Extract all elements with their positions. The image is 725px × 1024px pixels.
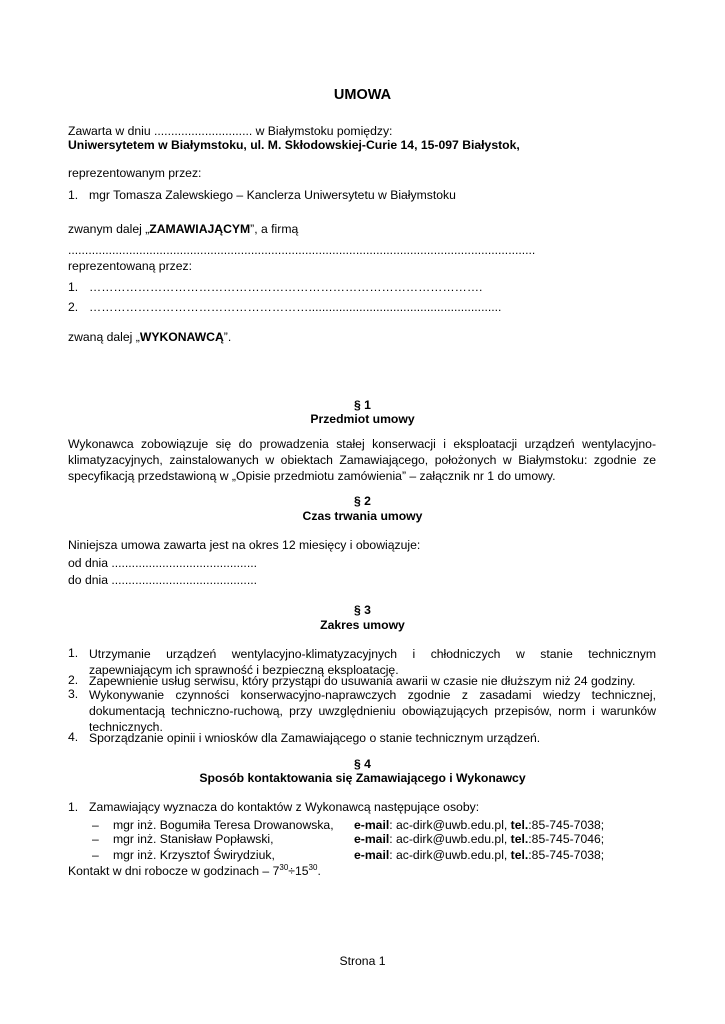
firm-blank-line: .......................................................................................................................................... bbox=[68, 243, 536, 257]
section-2-number: § 2 bbox=[354, 494, 371, 508]
contact-name: mgr inż. Bogumiła Teresa Drowanowska, bbox=[113, 818, 334, 832]
contact-details bbox=[354, 818, 604, 832]
document-title: UMOWA bbox=[333, 87, 392, 103]
section-4-title: Sposób kontaktowania się Zamawiającego i Wykonawcy bbox=[199, 771, 526, 785]
university-address: Uniwersytetem w Białymstoku, ul. M. Skłodowskiej-Curie 14, 15-097 Białystok, bbox=[68, 138, 520, 152]
r2-number: 2. bbox=[68, 300, 79, 314]
contact-name: mgr inż. Stanisław Popławski, bbox=[113, 832, 274, 846]
list-item: Wykonywanie czynności konserwacyjno-naprawczych zgodnie z zasadami wiedzy technicznej, dokumentacją techniczno-ruchową, przy uwzględnieniu obowiązujących przepisów, norm i warunków technicznych. bbox=[89, 688, 656, 734]
list-item-number: 2. bbox=[68, 673, 79, 687]
section-1-number: § 1 bbox=[354, 398, 371, 412]
section-3-number: § 3 bbox=[354, 603, 371, 617]
intro-line: Zawarta w dniu ............................. w Białymstoku pomiędzy: bbox=[68, 124, 393, 138]
called2-suffix: ”. bbox=[223, 330, 232, 344]
tel-label: tel. bbox=[510, 848, 529, 862]
dash-bullet: – bbox=[92, 832, 99, 846]
contact-email: : ac-dirk@uwb.edu.pl, bbox=[389, 818, 511, 832]
contact-details bbox=[354, 848, 604, 862]
called-suffix: ”, a firmą bbox=[250, 222, 299, 236]
contact-email: : ac-dirk@uwb.edu.pl, bbox=[389, 848, 511, 862]
email-label: e-mail bbox=[354, 818, 390, 832]
tel-label: tel. bbox=[510, 818, 529, 832]
r1-number: 1. bbox=[68, 280, 79, 294]
contact-name: mgr inż. Krzysztof Świrydziuk, bbox=[113, 848, 275, 862]
contact-phone: :85-745-7046; bbox=[528, 832, 605, 846]
list-item: Utrzymanie urządzeń wentylacyjno-klimatyzacyjnych i chłodniczych w stanie technicznym zapewniającym ich sprawność i bezpieczną eksploatację. bbox=[89, 647, 656, 677]
email-label: e-mail bbox=[354, 832, 390, 846]
called-prefix: zwanym dalej „ bbox=[68, 222, 150, 236]
rep1-name: mgr Tomasza Zalewskiego – Kanclerza Uniwersytetu w Białymstoku bbox=[89, 188, 456, 202]
contact-hours bbox=[68, 864, 321, 878]
contact-item-number: 1. bbox=[68, 800, 79, 814]
section-2-text: Niniejsza umowa zawarta jest na okres 12 miesięcy i obowiązuje: bbox=[68, 538, 421, 552]
list-item-number: 3. bbox=[68, 687, 79, 701]
section-4-number: § 4 bbox=[354, 757, 371, 771]
contact-phone: :85-745-7038; bbox=[528, 818, 605, 832]
contact-email: : ac-dirk@uwb.edu.pl, bbox=[389, 832, 511, 846]
email-label: e-mail bbox=[354, 848, 390, 862]
tel-label: tel. bbox=[510, 832, 529, 846]
date-to-line: do dnia ........................................... bbox=[68, 573, 257, 587]
list-item-number: 4. bbox=[68, 730, 79, 744]
contact-intro: Zamawiający wyznacza do kontaktów z Wykonawcą następujące osoby: bbox=[89, 800, 480, 814]
list-item: Zapewnienie usług serwisu, który przystąpi do usuwania awarii w czasie nie dłuższym niż 24 godziny. bbox=[89, 674, 636, 688]
section-3-title: Zakres umowy bbox=[320, 618, 405, 632]
dash-bullet: – bbox=[92, 818, 99, 832]
rep1-number: 1. bbox=[68, 188, 79, 202]
represented-label: reprezentowanym przez: bbox=[68, 166, 202, 180]
dash-bullet: – bbox=[92, 848, 99, 862]
section-1-title: Przedmiot umowy bbox=[310, 412, 415, 426]
section-1-text: Wykonawca zobowiązuje się do prowadzenia stałej konserwacji i eksploatacji urządzeń wentylacyjno-klimatyzacyjnych, zainstalowanych w obiektach Zamawiającego, położonych w Białymstoku: zgodnie ze specyfikacją przedstawioną w „Opisie przedmiotu zamówienia” – załącznik nr 1 do umowy. bbox=[68, 437, 656, 483]
called-contractor bbox=[68, 330, 231, 344]
contact-phone: :85-745-7038; bbox=[528, 848, 605, 862]
list-item-number: 1. bbox=[68, 646, 79, 660]
list-item: Sporządzanie opinii i wniosków dla Zamawiającego o stanie technicznym urządzeń. bbox=[89, 731, 541, 745]
called-ordering-bold: ZAMAWIAJĄCYM bbox=[149, 222, 251, 236]
called-ordering-party bbox=[68, 222, 298, 236]
hours-suffix: . bbox=[317, 864, 321, 878]
r2-blank-line: ………………………………………………......................................................... bbox=[89, 300, 502, 314]
page-number-footer: Strona 1 bbox=[339, 954, 386, 968]
represented-label-2: reprezentowaną przez: bbox=[68, 259, 192, 273]
called2-prefix: zwaną dalej „ bbox=[68, 330, 140, 344]
hours-prefix: Kontakt w dni robocze w godzinach – 7 bbox=[68, 864, 280, 878]
date-from-line: od dnia ........................................... bbox=[68, 556, 257, 570]
r1-blank-line: ……………………………………………………………………………………. bbox=[89, 280, 483, 294]
hours-middle: ÷15 bbox=[288, 864, 309, 878]
contact-details bbox=[354, 832, 604, 846]
called-contractor-bold: WYKONAWCĄ bbox=[139, 330, 224, 344]
section-2-title: Czas trwania umowy bbox=[302, 509, 423, 523]
hours-sup-end: 30 bbox=[308, 863, 318, 872]
hours-sup-start: 30 bbox=[279, 863, 289, 872]
